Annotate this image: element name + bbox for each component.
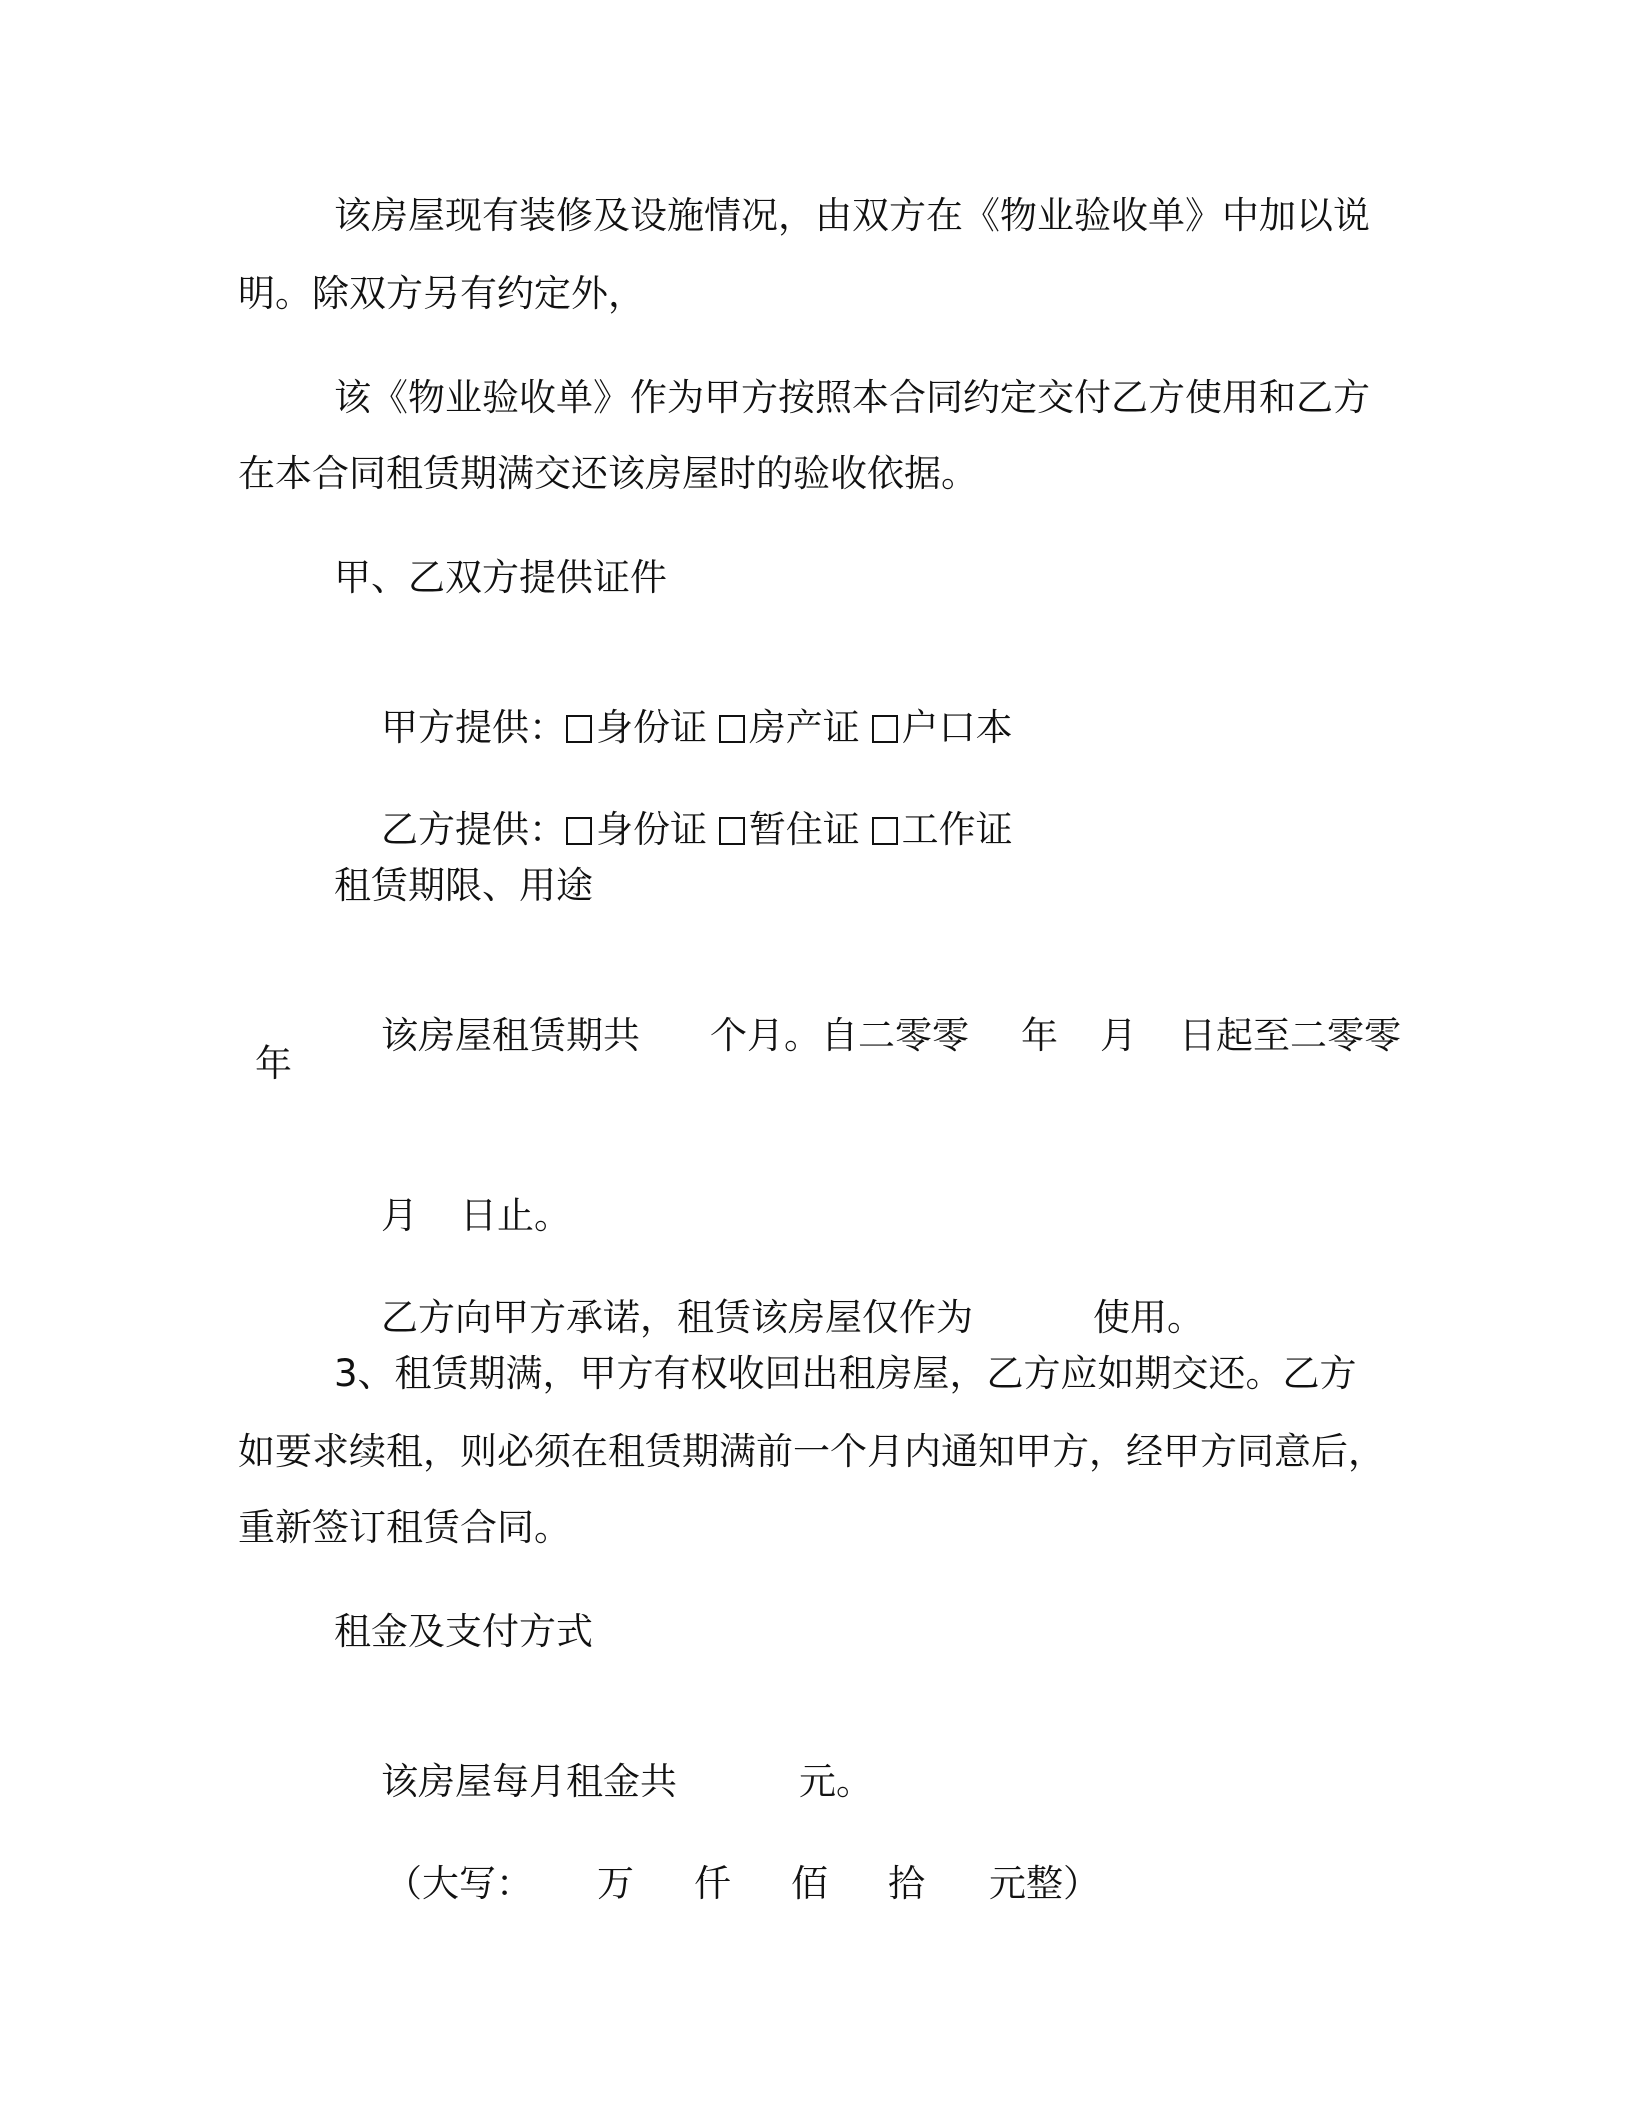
term-start-year: 年: [1021, 1014, 1059, 1057]
section-heading-rent: 租金及支付方式: [334, 1610, 593, 1653]
term-end-year: 年: [255, 1042, 292, 1085]
rent-label: 该房屋每月租金共: [381, 1760, 678, 1803]
para-renewal-line2: 如要求续租，则必须在租赁期满前一个月内通知甲方，经甲方同意后，: [238, 1430, 1385, 1473]
term-line1: [334, 964, 1401, 1108]
para-basis-line1: 该《物业验收单》作为甲方按照本合同约定交付乙方使用和乙方: [334, 376, 1370, 419]
capital-open: （大写：: [385, 1862, 534, 1905]
usage-promise: 乙方向甲方承诺，租赁该房屋仅作为: [381, 1296, 974, 1339]
term-start-month: 月: [1100, 1014, 1138, 1057]
checkbox-a-id-card[interactable]: [566, 715, 592, 743]
capital-wan: 万: [597, 1862, 635, 1905]
item-b-temp-residence: 暂住证: [748, 808, 860, 851]
item-b-id-card: 身份证: [596, 808, 708, 851]
checkbox-a-property-cert[interactable]: [719, 715, 745, 743]
term-end-month: 月: [381, 1194, 419, 1237]
term-start-label: 个月。自二零零: [710, 1014, 970, 1057]
section-heading-documents: 甲、乙双方提供证件: [334, 556, 667, 599]
term-total-label: 该房屋租赁期共: [381, 1014, 641, 1057]
rent-unit: 元。: [799, 1760, 874, 1803]
para-inspection-line1: 该房屋现有装修及设施情况，由双方在《物业验收单》中加以说: [334, 194, 1370, 237]
para-basis-line2: 在本合同租赁期满交还该房屋时的验收依据。: [238, 452, 978, 495]
checkbox-b-work-permit[interactable]: [872, 817, 898, 845]
section-heading-term: 租赁期限、用途: [334, 864, 593, 907]
capital-qian: 仟: [694, 1862, 732, 1905]
item-a-property-cert: 房产证: [748, 706, 860, 749]
item-b-work-permit: 工作证: [901, 808, 1013, 851]
usage-end: 使用。: [1093, 1296, 1205, 1339]
party-a-label: 甲方提供：: [381, 706, 567, 749]
checkbox-b-id-card[interactable]: [566, 817, 592, 845]
term-end-label: 日起至二零零: [1179, 1014, 1402, 1057]
para-renewal-line3: 重新签订租赁合同。: [238, 1506, 571, 1549]
capital-shi: 拾: [888, 1862, 926, 1905]
party-b-label: 乙方提供：: [381, 808, 567, 851]
item-a-id-card: 身份证: [596, 706, 708, 749]
term-end-day: 日止。: [460, 1194, 572, 1237]
capital-bai: 佰: [791, 1862, 829, 1905]
checkbox-a-household-reg[interactable]: [872, 715, 898, 743]
checkbox-b-temp-residence[interactable]: [719, 817, 745, 845]
capital-close: 元整）: [989, 1862, 1101, 1905]
rent-capital-line: [338, 1812, 1100, 1956]
para-renewal-line1: 3、租赁期满，甲方有权收回出租房屋，乙方应如期交还。乙方: [334, 1352, 1357, 1395]
item-a-household-reg: 户口本: [901, 706, 1013, 749]
para-inspection-line2: 明。除双方另有约定外，: [238, 272, 645, 315]
